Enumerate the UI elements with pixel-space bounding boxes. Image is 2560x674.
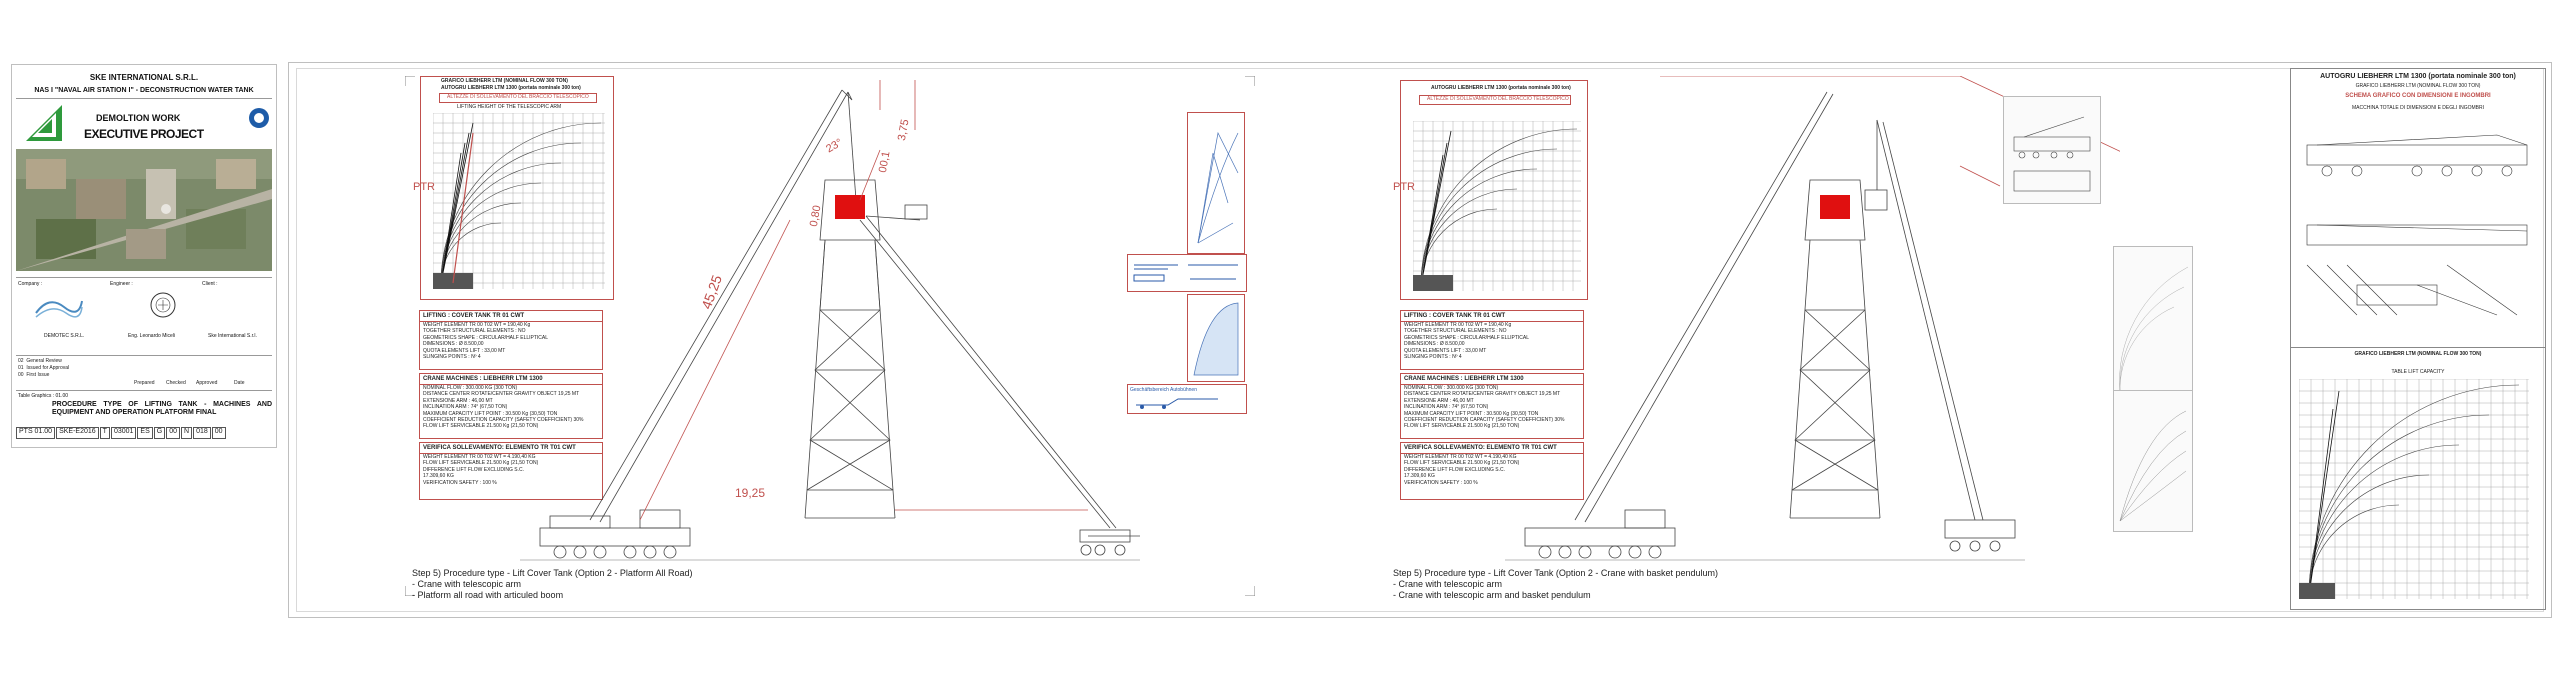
rev-header-approved: Approved xyxy=(196,380,218,386)
lifting-line: GEOMETRICS SHAPE : CIRCULAR/HALF ELLIPTICAL xyxy=(423,334,549,341)
verify-line: DIFFERENCE LIFT FLOW EXCLUDING S.C. xyxy=(423,466,525,473)
verify-line: VERIFICATION SAFETY : 100 % xyxy=(423,479,497,486)
crane-line: INCLINATION ARM : 74° (67,50 TON) xyxy=(1404,404,1489,411)
chart-header: ALTEZZE DI SOLLEVAMENTO DEL BRACCIO TELESCOPICO xyxy=(447,94,589,100)
crane-side-view xyxy=(2004,97,2100,203)
company-name: DEMOTEC S.R.L. xyxy=(44,333,85,339)
sheet3-title: AUTOGRU LIEBHERR LTM 1300 (portata nominale 300 ton) xyxy=(2320,73,2516,80)
ref-doc-1 xyxy=(2003,96,2101,204)
verify-line: FLOW LIFT SERVICEABLE 21.500 Kg (21,50 TON) xyxy=(423,460,539,467)
code-cell: PTS 01.00 xyxy=(16,427,55,439)
lifting-line: WEIGHT ELEMENT TR 00 T02 WT = 190,40 Kg xyxy=(423,322,531,328)
sheet3-section-2: GRAFICO LIEBHERR LTM (NOMINAL FLOW 300 TON) xyxy=(2354,351,2482,357)
client-name: Ske International S.r.l. xyxy=(208,333,257,339)
dim-label: 3,75 xyxy=(895,118,912,142)
engineer-label: Engineer : xyxy=(110,281,133,287)
crane-line: FLOW LIFT SERVICEABLE 21.500 Kg (21,50 TON) xyxy=(423,423,539,430)
verify-box-header: VERIFICA SOLLEVAMENTO: ELEMENTO TR T01 CWT xyxy=(1401,443,1583,454)
sheet3-section-1: MACCHINA TOTALE DI DIMENSIONI E DEGLI INGOMBRI xyxy=(2352,105,2484,111)
aerial-photo xyxy=(16,149,272,271)
platform-label: Geschäftsbereich Autobühnen xyxy=(1130,387,1197,393)
ref-chart-curves xyxy=(2114,391,2192,531)
ref-doc-3 xyxy=(2113,390,2193,532)
revision-table xyxy=(16,355,272,391)
platform-side-views xyxy=(1128,255,1246,291)
work-title: DEMOLTION WORK xyxy=(96,113,181,123)
crane-line: NOMINAL FLOW : 300.000 KG (300 TON) xyxy=(1404,385,1499,391)
verify-line: FLOW LIFT SERVICEABLE 21.500 Kg (21,50 TON) xyxy=(1404,460,1520,467)
lifting-line: DIMENSIONS : Ø 8.500,00 xyxy=(1404,341,1465,348)
code-cell: G xyxy=(154,427,165,439)
code-row xyxy=(16,427,272,439)
verify-line: 17.309,60 KG xyxy=(423,473,454,480)
crane-line: EXTENSIONE ARM : 46,00 MT xyxy=(1404,397,1474,404)
sheet3-panel xyxy=(2290,68,2546,610)
crane-line: FLOW LIFT SERVICEABLE 21.500 Kg (21,50 TON) xyxy=(1404,423,1520,430)
platform-chart-4 xyxy=(1127,384,1247,414)
crane-box-header: CRANE MACHINES : LIEBHERR LTM 1300 xyxy=(420,374,602,385)
chart-header: ALTEZZE DI SOLLEVAMENTO DEL BRACCIO TELESCOPICO xyxy=(1427,96,1569,102)
crane-line: MAXIMUM CAPACITY LIFT POINT : 30.500 Kg (30,50) TON xyxy=(1404,410,1539,417)
rev-header-prepared: Prepared xyxy=(134,380,155,386)
company-label: Company : xyxy=(18,281,43,287)
lifting-line: GEOMETRICS SHAPE : CIRCULAR/HALF ELLIPTICAL xyxy=(1404,334,1530,341)
sheet3-subtitle: GRAFICO LIEBHERR LTM (NOMINAL FLOW 300 TON) xyxy=(2355,83,2481,89)
verify-line: DIFFERENCE LIFT FLOW EXCLUDING S.C. xyxy=(1404,466,1506,473)
lifting-box-header: LIFTING : COVER TANK TR 01 CWT xyxy=(420,311,602,322)
crane-line: COEFFICIENT REDUCTION CAPACITY (SAFETY COEFFICIENT) 30% xyxy=(1404,417,1565,424)
dim-label: 19,25 xyxy=(735,486,766,500)
client-label: Client : xyxy=(202,281,218,287)
code-cell: T xyxy=(100,427,110,439)
chart-header: AUTOGRU LIEBHERR LTM 1300 (portata nominale 300 ton) xyxy=(1431,85,1571,91)
lifting-line: TOGETHER STRUCTURAL ELEMENTS : NO xyxy=(1404,328,1507,335)
verify-line: WEIGHT ELEMENT TR 00 T02 WT = 4.190,40 KG xyxy=(1404,454,1517,460)
rev-row: 00 First Issue xyxy=(18,372,50,378)
platform-chart-2 xyxy=(1127,254,1247,292)
code-cell: 00 xyxy=(212,427,226,439)
crane-line: NOMINAL FLOW : 300.000 KG (300 TON) xyxy=(423,385,518,391)
sheet3-divider xyxy=(2291,347,2545,348)
ref-doc-2 xyxy=(2113,246,2193,398)
code-cell: N xyxy=(181,427,192,439)
verify-box-header: VERIFICA SOLLEVAMENTO: ELEMENTO TR T01 CWT xyxy=(420,443,602,454)
chart-header: GRAFICO LIEBHERR LTM (NOMINAL FLOW 300 TON) xyxy=(441,78,568,84)
verify-line: 17.309,60 KG xyxy=(1404,473,1435,480)
rev-row: 01 Issued for Approval xyxy=(18,365,70,371)
dim-label: 0,80 xyxy=(807,204,824,228)
sheet3-section-3: TABLE LIFT CAPACITY xyxy=(2391,369,2445,375)
ptr-label: PTR xyxy=(413,181,435,193)
platform-chart-3 xyxy=(1187,294,1245,382)
caption-line: Step 5) Procedure type - Lift Cover Tank (Option 2 - Platform All Road) xyxy=(412,568,693,578)
table-graphics: Table Graphics : 01.00 xyxy=(18,393,69,399)
caption-line: - Crane with telescopic arm xyxy=(1393,579,1503,589)
title-divider xyxy=(16,98,272,99)
crane-line: INCLINATION ARM : 74° (67,50 TON) xyxy=(423,404,508,411)
engineer-stamp-icon xyxy=(149,291,177,319)
code-cell: 018 xyxy=(193,427,211,439)
lifting-line: DIMENSIONS : Ø 8.500,00 xyxy=(423,341,484,348)
crane-line: COEFFICIENT REDUCTION CAPACITY (SAFETY COEFFICIENT) 30% xyxy=(423,417,584,424)
rev-header-checked: Checked xyxy=(166,380,186,386)
crane-line: DISTANCE CENTER ROTATE/CENTER GRAVITY OBJECT 19,25 MT xyxy=(1404,391,1561,398)
title-block xyxy=(11,64,277,448)
lifting-line: SLINGING POINTS : Nº 4 xyxy=(423,354,481,361)
crane-line: MAXIMUM CAPACITY LIFT POINT : 30.500 Kg (30,50) TON xyxy=(423,410,558,417)
crane-box-header: CRANE MACHINES : LIEBHERR LTM 1300 xyxy=(1401,374,1583,385)
code-cell: ES xyxy=(137,427,152,439)
lifting-line: QUOTA ELEMENTS LIFT : 33,00 MT xyxy=(423,347,506,354)
engineer-name: Eng. Leonardo Miceli xyxy=(128,333,175,339)
chart-header: LIFTING HEIGHT OF THE TELESCOPIC ARM xyxy=(457,104,562,110)
platform-chart-1 xyxy=(1187,112,1245,254)
sheet3-schema: SCHEMA GRAFICO CON DIMENSIONI E INGOMBRI xyxy=(2345,93,2491,99)
verify-line: WEIGHT ELEMENT TR 00 T02 WT = 4.190,40 KG xyxy=(423,454,536,460)
platform-envelope xyxy=(1188,295,1244,381)
phase-title: EXECUTIVE PROJECT xyxy=(84,127,204,141)
sheet2-caption xyxy=(1393,568,1718,601)
lifting-line: QUOTA ELEMENTS LIFT : 33,00 MT xyxy=(1404,347,1487,354)
lifting-line: WEIGHT ELEMENT TR 00 T02 WT = 190,40 Kg xyxy=(1404,322,1512,328)
rev-row: 02 General Review xyxy=(18,358,62,364)
sheet3-capacity-table xyxy=(2299,379,2535,605)
sheet1-caption xyxy=(412,568,692,601)
code-cell: 00 xyxy=(166,427,180,439)
company-title: SKE INTERNATIONAL S.R.L. xyxy=(89,73,199,82)
code-cell: 03001 xyxy=(111,427,136,439)
caption-line: Step 5) Procedure type - Lift Cover Tank (Option 2 - Crane with basket pendulum) xyxy=(1393,568,1718,578)
company-logo-icon xyxy=(24,103,64,143)
ref-chart-arcs xyxy=(2114,247,2192,397)
dim-label: 45,25 xyxy=(698,272,726,312)
dim-label: 23° xyxy=(824,136,845,156)
lifting-line: TOGETHER STRUCTURAL ELEMENTS : NO xyxy=(423,328,526,335)
caption-line: - Crane with telescopic arm xyxy=(412,579,522,589)
dim-label: 00,1 xyxy=(876,150,893,174)
lifting-box-header: LIFTING : COVER TANK TR 01 CWT xyxy=(1401,311,1583,322)
rev-header-date: Date xyxy=(234,380,245,386)
drawing-title: PROCEDURE TYPE OF LIFTING TANK - MACHINES AND EQUIPMENT AND OPERATION PLATFORM FINAL xyxy=(52,401,272,416)
platform-reach-diagram xyxy=(1188,113,1244,253)
project-title: NAS I "NAVAL AIR STATION I" - DECONSTRUCTION WATER TANK xyxy=(34,87,254,94)
caption-line: - Crane with telescopic arm and basket pendulum xyxy=(1393,590,1591,600)
code-cell: SKE-E2016 xyxy=(56,427,99,439)
lifting-line: SLINGING POINTS : Nº 4 xyxy=(1404,354,1462,361)
crane-line: DISTANCE CENTER ROTATE/CENTER GRAVITY OBJECT 19,25 MT xyxy=(423,391,580,398)
ptr-label: PTR xyxy=(1393,181,1415,193)
verify-line: VERIFICATION SAFETY : 100 % xyxy=(1404,479,1478,486)
crane-line: EXTENSIONE ARM : 46,00 MT xyxy=(423,397,493,404)
caption-line: - Platform all road with articuled boom xyxy=(412,590,564,600)
logos-divider xyxy=(16,277,272,278)
navy-seal-icon xyxy=(248,107,270,129)
chart-header: AUTOGRU LIEBHERR LTM 1300 (portata nominale 300 ton) xyxy=(441,85,581,91)
demotec-logo-icon xyxy=(34,293,84,321)
sheet3-crane-dims xyxy=(2297,115,2539,345)
platform-vehicle-icon xyxy=(1128,395,1246,411)
